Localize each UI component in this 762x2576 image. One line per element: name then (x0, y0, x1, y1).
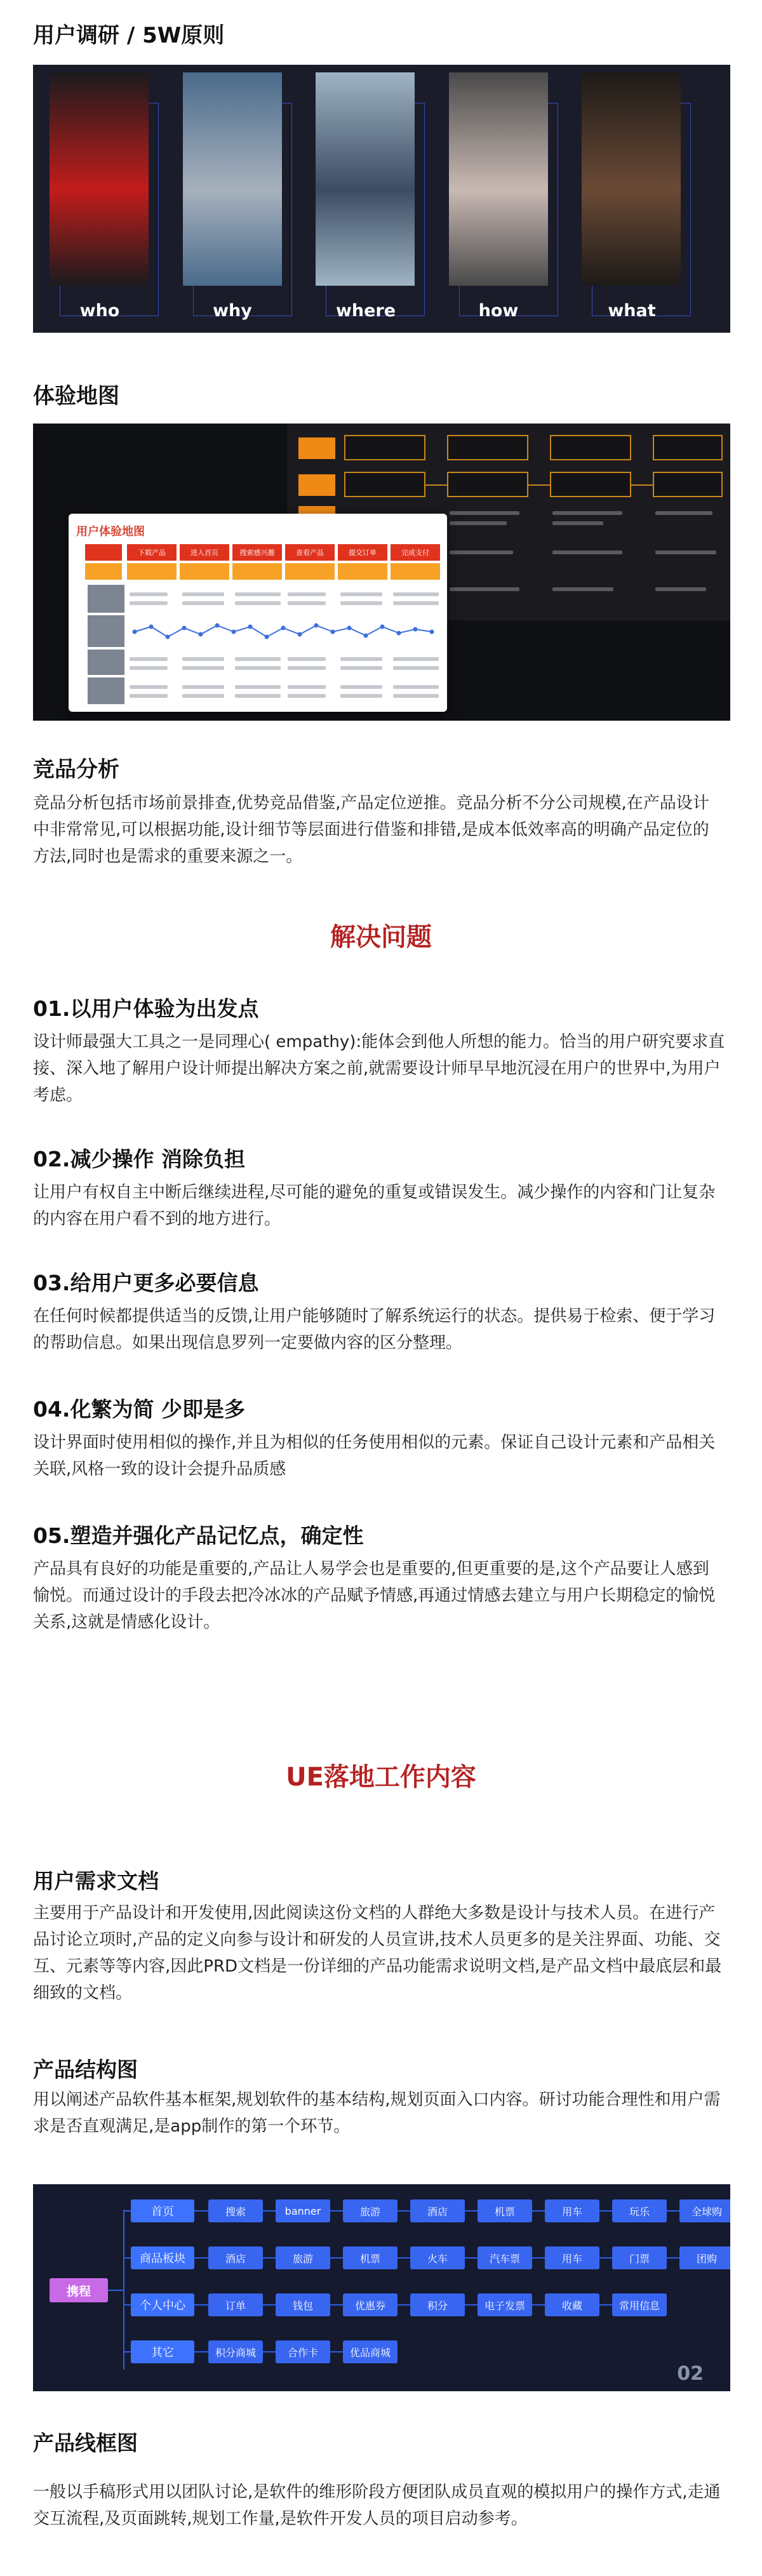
emotion-point (430, 630, 434, 634)
photo-how (449, 72, 548, 286)
5w-gallery (33, 65, 730, 333)
stage-subheader (338, 563, 387, 580)
text-line (393, 666, 439, 670)
structure-main-node: 首页 (131, 2199, 194, 2222)
side-label (88, 650, 124, 675)
text-line (130, 666, 168, 670)
connector (123, 2210, 131, 2212)
stage-subheader (285, 563, 335, 580)
stage-header: 完成支付 (391, 544, 440, 561)
text-line (340, 694, 382, 698)
structure-child-node: 积分商城 (208, 2340, 263, 2363)
stage-header: 下载产品 (127, 544, 177, 561)
structure-child-node: 火车 (410, 2246, 465, 2269)
emotion-point (281, 626, 286, 631)
page-number: 02 (677, 2363, 704, 2385)
emotion-point (380, 625, 385, 629)
text-line (235, 657, 281, 661)
structure-child-node: 收藏 (545, 2293, 599, 2316)
research-title: 用户调研 / 5W原则 (33, 23, 225, 48)
text-line (393, 694, 439, 698)
structure-child-node: 优品商城 (343, 2340, 398, 2363)
text-line (655, 587, 706, 591)
text-line (288, 694, 326, 698)
emotion-point (364, 634, 368, 638)
text-line (182, 685, 224, 689)
text-line (340, 685, 382, 689)
text-line (450, 587, 519, 591)
header-cell (85, 563, 122, 580)
journey-card (69, 514, 447, 712)
text-line (288, 685, 326, 689)
label-where: where (335, 301, 396, 321)
emotion-point (314, 624, 319, 628)
product-structure-diagram (33, 2184, 730, 2391)
text-line (182, 657, 224, 661)
photo-why (183, 72, 282, 286)
flow-box (344, 472, 425, 497)
flow-arrow (425, 484, 447, 486)
emotion-point (248, 625, 253, 629)
text-line (182, 601, 224, 605)
emotion-point (149, 625, 154, 629)
photo-who (50, 72, 149, 286)
structure-child-node: 玩乐 (612, 2199, 667, 2222)
text-line (130, 601, 168, 605)
competitor-title: 竞品分析 (33, 757, 119, 782)
text-line (552, 511, 622, 515)
structure-child-node: 搜索 (208, 2199, 263, 2222)
text-line (130, 657, 168, 661)
ue-title: UE落地工作内容 (286, 1763, 476, 1792)
structure-child-node: 旅游 (276, 2246, 330, 2269)
text-line (235, 592, 281, 596)
text-line (552, 587, 613, 591)
emotion-point (182, 626, 187, 631)
structure-child-node: 酒店 (208, 2246, 263, 2269)
prd-text: 主要用于产品设计和开发使用,因此阅读这份文档的人群绝大多数是设计与技术人员。在进行产品讨论立项时,产品的定义向参与设计和研发的人员宣讲,技术人员更多的是关注界面、功能、交互、元素等等内容,因此PRD文档是一份详细的产品功能需求说明文档,是产品文档中最底层和最细致的文档。 (33, 1904, 722, 2003)
connector (123, 2351, 131, 2352)
solve-item-2-text: 让用户有权自主中断后继续进程,尽可能的避免的重复或错误发生。减少操作的内容和门让复杂的内容在用户看不到的地方进行。 (33, 1183, 716, 1229)
text-line (340, 657, 382, 661)
text-line (288, 601, 326, 605)
structure-main-node: 其它 (131, 2340, 194, 2363)
stage-subheader (180, 563, 229, 580)
text-line (552, 551, 622, 554)
emotion-point (397, 631, 401, 636)
flow-box (653, 435, 723, 460)
photo-where (316, 72, 415, 286)
text-line (182, 666, 224, 670)
side-label (88, 585, 124, 613)
solve-item-4-text: 设计界面时使用相似的操作,并且为相似的任务使用相似的元素。保证自己设计元素和产品相关关联,风格一致的设计会提升品质感 (33, 1433, 716, 1479)
flow-box (447, 435, 528, 460)
flow-box (550, 472, 631, 497)
row-label (298, 474, 335, 496)
text-line (235, 601, 281, 605)
stage-header: 查看产品 (285, 544, 335, 561)
text-line (393, 592, 439, 596)
emotion-point (199, 632, 203, 637)
stage-header: 进入首页 (180, 544, 229, 561)
text-line (288, 666, 326, 670)
text-line (182, 592, 224, 596)
solve-item-5-text: 产品具有良好的功能是重要的,产品让人易学会也是重要的,但更重要的是,这个产品要让人感到愉悦。而通过设计的手段去把冷冰冰的产品赋予情感,再通过情感去建立与用户长期稳定的愉悦关系,这就是情感化设计。 (33, 1559, 716, 1632)
emotion-point (265, 635, 269, 639)
text-line (235, 685, 281, 689)
emotion-point (215, 624, 220, 628)
structure-child-node: 钱包 (276, 2293, 330, 2316)
structure-main-node: 个人中心 (131, 2293, 194, 2316)
text-line (655, 551, 716, 554)
connector (123, 2210, 124, 2370)
label-how: how (478, 301, 519, 321)
wireframe-title: 产品线框图 (33, 2431, 138, 2455)
text-line (235, 666, 281, 670)
solve-item-1-text: 设计师最强大工具之一是同理心( empathy):能体会到他人所想的能力。恰当的用户研究要求直接、深入地了解用户设计师提出解决方案之前,就需要设计师早早地沉浸在用户的世界中,为用户考虑。 (33, 1032, 725, 1105)
structure-child-node: 常用信息 (612, 2293, 667, 2316)
stage-subheader (127, 563, 177, 580)
label-who: who (79, 301, 120, 321)
text-line (552, 521, 603, 525)
row-label (298, 437, 335, 459)
connector (123, 2257, 131, 2259)
emotion-curve (130, 613, 441, 651)
wireframe-text: 一般以手稿形式用以团队讨论,是软件的维形阶段方便团队成员直观的模拟用户的操作方式,走通交互流程,及页面跳转,规划工作量,是软件开发人员的项目启动参考。 (33, 2483, 721, 2528)
journey-title: 体验地图 (33, 384, 119, 409)
text-line (130, 694, 168, 698)
text-line (393, 601, 439, 605)
stage-subheader (391, 563, 440, 580)
text-line (450, 551, 513, 554)
text-line (393, 657, 439, 661)
emotion-point (413, 627, 418, 632)
text-line (130, 592, 168, 596)
flow-box (344, 435, 425, 460)
structure-child-node: 积分 (410, 2293, 465, 2316)
text-line (340, 666, 382, 670)
solve-item-1-heading: 01.以用户体验为出发点 (33, 996, 259, 1021)
solve-item-5-heading: 05.塑造并强化产品记忆点，确定性 (33, 1523, 364, 1548)
emotion-point (347, 626, 352, 631)
structure-child-node: 合作卡 (276, 2340, 330, 2363)
structure-text: 用以阐述产品软件基本框架,规划软件的基本结构,规划页面入口内容。研讨功能合理性和用户需求是否直观满足,是app制作的第一个环节。 (33, 2090, 721, 2136)
structure-child-node: 旅游 (343, 2199, 398, 2222)
solve-item-4-heading: 04.化繁为简 少即是多 (33, 1397, 245, 1422)
text-line (182, 694, 224, 698)
root-node: 携程 (50, 2278, 108, 2302)
text-line (235, 694, 281, 698)
text-line (450, 521, 507, 525)
text-line (288, 657, 326, 661)
connector (108, 2290, 123, 2291)
structure-child-node: 机票 (343, 2246, 398, 2269)
solve-item-3-text: 在任何时候都提供适当的反馈,让用户能够随时了解系统运行的状态。提供易于检索、便于学习的帮助信息。如果出现信息罗列一定要做内容的区分整理。 (33, 1307, 716, 1352)
structure-child-node: 机票 (478, 2199, 532, 2222)
label-why: why (213, 301, 252, 321)
side-label (88, 615, 124, 647)
structure-child-node: 门票 (612, 2246, 667, 2269)
side-label (88, 677, 124, 704)
text-line (655, 511, 712, 515)
header-cell (85, 544, 122, 561)
flow-box (447, 472, 528, 497)
connector (123, 2304, 131, 2306)
flow-box (550, 435, 631, 460)
structure-child-node: 团购 (679, 2246, 730, 2269)
structure-child-node: 优惠券 (343, 2293, 398, 2316)
emotion-point (232, 630, 236, 634)
structure-child-node: 用车 (545, 2246, 599, 2269)
text-line (130, 685, 168, 689)
journey-map-image (33, 424, 730, 721)
text-line (393, 685, 439, 689)
journey-card-title: 用户体验地图 (76, 525, 145, 538)
structure-child-node: 电子发票 (478, 2293, 532, 2316)
text-line (340, 592, 382, 596)
structure-child-node: banner (276, 2199, 330, 2222)
label-what: what (608, 301, 656, 321)
text-line (288, 592, 326, 596)
stage-subheader (232, 563, 282, 580)
photo-what (582, 72, 681, 286)
structure-child-node: 酒店 (410, 2199, 465, 2222)
solve-item-3-heading: 03.给用户更多必要信息 (33, 1271, 259, 1295)
structure-child-node: 用车 (545, 2199, 599, 2222)
structure-child-node: 全球购 (679, 2199, 730, 2222)
emotion-point (166, 635, 170, 639)
solve-title: 解决问题 (330, 923, 432, 952)
structure-child-node: 订单 (208, 2293, 263, 2316)
text-line (340, 601, 382, 605)
structure-main-node: 商品板块 (131, 2246, 194, 2269)
text-line (450, 511, 519, 515)
flow-box (653, 472, 723, 497)
competitor-text: 竞品分析包括市场前景排查,优势竞品借鉴,产品定位逆推。竞品分析不分公司规模,在产品设计中非常常见,可以根据功能,设计细节等层面进行借鉴和排错,是成本低效率高的明确产品定位的方法,同时也是需求的重要来源之一。 (33, 794, 709, 866)
structure-child-node: 汽车票 (478, 2246, 532, 2269)
emotion-point (298, 632, 302, 637)
structure-title: 产品结构图 (33, 2057, 138, 2082)
flow-arrow (528, 484, 550, 486)
emotion-point (331, 630, 335, 634)
emotion-point (133, 630, 137, 634)
stage-header: 搜索感兴趣 (232, 544, 282, 561)
prd-title: 用户需求文档 (33, 1869, 159, 1893)
flow-arrow (631, 484, 653, 486)
stage-header: 提交订单 (338, 544, 387, 561)
solve-item-2-heading: 02.减少操作 消除负担 (33, 1147, 245, 1171)
